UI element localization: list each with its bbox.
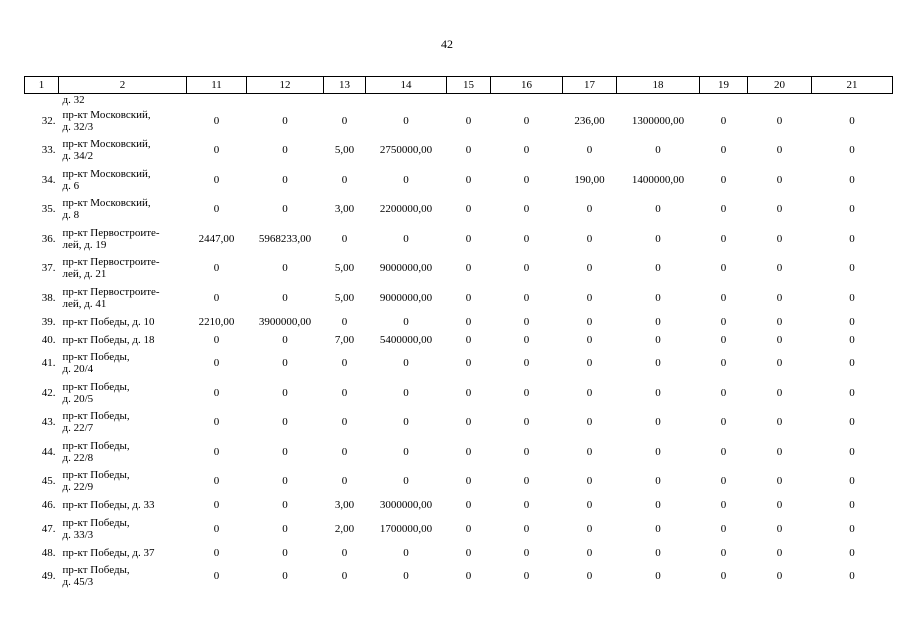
value-cell-20: 0 — [776, 445, 783, 458]
value-cell-18: 0 — [655, 499, 661, 511]
value-cell-11: 0 — [213, 416, 220, 429]
table-row — [25, 283, 893, 313]
row-number-cell: 49. — [41, 570, 56, 583]
value-cell-17: 0 — [586, 357, 593, 370]
value-cell-21: 0 — [849, 357, 855, 370]
value-cell-11: 0 — [213, 499, 220, 511]
value-cell-18: 0 — [655, 416, 661, 429]
continuation-row — [25, 94, 893, 107]
value-cell-11: 2447,00 — [198, 232, 235, 245]
value-cell-19: 0 — [720, 315, 727, 328]
value-cell-21: 0 — [849, 499, 855, 511]
value-cell-14: 5400000,00 — [379, 333, 433, 346]
row-number-cell: 45. — [41, 475, 56, 488]
header-col-15: 15 — [447, 77, 491, 94]
header-col-11: 11 — [187, 77, 247, 94]
value-cell-15: 0 — [465, 144, 472, 157]
value-cell-15: 0 — [465, 386, 472, 399]
value-cell-18: 0 — [655, 570, 661, 583]
value-cell-12: 0 — [282, 114, 288, 127]
address-cell: пр-кт Победы, д. 45/3 — [62, 564, 130, 589]
value-cell-16: 0 — [523, 333, 530, 346]
value-cell-17: 0 — [586, 144, 593, 157]
value-cell-14: 0 — [403, 357, 409, 370]
value-cell-16: 0 — [523, 173, 530, 186]
value-cell-18: 0 — [655, 386, 661, 399]
value-cell-12: 3900000,00 — [258, 315, 312, 328]
address-cell: пр-кт Московский, д. 8 — [62, 197, 151, 222]
address-cell: пр-кт Первостроите- лей, д. 21 — [62, 256, 160, 281]
value-cell-16: 0 — [523, 522, 530, 535]
value-cell-19: 0 — [720, 357, 727, 370]
value-cell-15: 0 — [465, 522, 472, 535]
value-cell-14: 0 — [403, 386, 409, 399]
value-cell-20: 0 — [776, 546, 783, 559]
value-cell-19: 0 — [720, 416, 727, 429]
value-cell-14: 3000000,00 — [379, 499, 433, 511]
address-cell: пр-кт Первостроите- лей, д. 41 — [62, 285, 160, 310]
header-col-18: 18 — [617, 77, 700, 94]
value-cell-17: 0 — [586, 475, 593, 488]
header-col-20: 20 — [748, 77, 812, 94]
value-cell-14: 0 — [403, 475, 409, 488]
value-cell-15: 0 — [465, 333, 472, 346]
address-cell: пр-кт Победы, д. 22/7 — [62, 410, 130, 435]
value-cell-11: 0 — [213, 522, 220, 535]
value-cell-11: 0 — [213, 357, 220, 370]
value-cell-21: 0 — [849, 114, 855, 127]
value-cell-11: 0 — [213, 173, 220, 186]
value-cell-15: 0 — [465, 475, 472, 488]
row-number-cell — [25, 94, 59, 107]
value-cell-17: 0 — [586, 570, 593, 583]
value-cell-16: 0 — [523, 262, 530, 275]
value-cell-13: 0 — [341, 173, 348, 186]
value-cell-20: 0 — [776, 315, 783, 328]
value-cell-18: 0 — [655, 333, 661, 346]
value-cell-16: 0 — [523, 144, 530, 157]
value-cell-13: 0 — [341, 445, 348, 458]
value-cell-17: 0 — [586, 203, 593, 216]
table-row — [25, 467, 893, 497]
table-row — [25, 349, 893, 379]
value-cell-20: 0 — [776, 416, 783, 429]
value-cell-18: 0 — [655, 522, 661, 535]
value-cell-19: 0 — [720, 499, 727, 511]
row-number-cell: 43. — [41, 416, 56, 429]
value-cell-19: 0 — [720, 333, 727, 346]
row-number-cell: 40. — [41, 333, 56, 346]
value-cell-11: 0 — [213, 445, 220, 458]
value-cell-17: 0 — [586, 315, 593, 328]
value-cell-16: 0 — [523, 570, 530, 583]
address-cell: пр-кт Московский, д. 32/3 — [62, 108, 151, 133]
address-cell: пр-кт Московский, д. 6 — [62, 167, 151, 192]
value-cell-16: 0 — [523, 291, 530, 304]
address-cell: пр-кт Победы, д. 22/9 — [62, 469, 130, 494]
value-cell-20: 0 — [776, 333, 783, 346]
value-cell-12: 0 — [282, 416, 288, 429]
address-cell: д. 32 — [62, 94, 85, 106]
value-cell-18: 1400000,00 — [631, 173, 685, 186]
value-cell-12: 0 — [282, 173, 288, 186]
value-cell-17: 0 — [586, 262, 593, 275]
value-cell-13: 5,00 — [334, 144, 355, 157]
header-col-17: 17 — [563, 77, 617, 94]
value-cell-15: 0 — [465, 232, 472, 245]
value-cell-17: 190,00 — [574, 173, 605, 186]
value-cell-13: 3,00 — [334, 203, 355, 216]
value-cell-21: 0 — [849, 203, 855, 216]
value-cell-14: 0 — [403, 315, 409, 328]
value-cell-21: 0 — [849, 315, 855, 328]
table-row — [25, 408, 893, 438]
value-cell-18: 0 — [655, 357, 661, 370]
value-cell-16: 0 — [523, 203, 530, 216]
value-cell-20: 0 — [776, 570, 783, 583]
value-cell-14: 9000000,00 — [379, 291, 433, 304]
value-cell-18: 0 — [655, 232, 661, 245]
value-cell-16: 0 — [523, 386, 530, 399]
value-cell-12: 0 — [282, 291, 288, 304]
value-cell-17: 0 — [586, 546, 593, 559]
row-number-cell: 36. — [41, 232, 56, 245]
value-cell-14: 1700000,00 — [379, 522, 433, 535]
value-cell-21: 0 — [849, 546, 855, 559]
value-cell-11: 0 — [213, 475, 220, 488]
value-cell-17: 0 — [586, 291, 593, 304]
table-row — [25, 437, 893, 467]
value-cell-20: 0 — [776, 144, 783, 157]
value-cell-20: 0 — [776, 475, 783, 488]
value-cell-16: 0 — [523, 416, 530, 429]
value-cell-15: 0 — [465, 114, 472, 127]
value-cell-12: 0 — [282, 445, 288, 458]
value-cell-11: 2210,00 — [198, 315, 235, 328]
value-cell-13: 0 — [341, 570, 348, 583]
value-cell-21: 0 — [849, 386, 855, 399]
value-cell-19: 0 — [720, 445, 727, 458]
value-cell-20: 0 — [776, 291, 783, 304]
table-row — [25, 136, 893, 166]
value-cell-17: 0 — [586, 499, 593, 511]
value-cell-17: 0 — [586, 333, 593, 346]
header-col-2: 2 — [59, 77, 187, 94]
value-cell-11: 0 — [213, 203, 220, 216]
header-col-13: 13 — [324, 77, 366, 94]
value-cell-14: 0 — [403, 546, 409, 559]
address-cell: пр-кт Победы, д. 20/4 — [62, 351, 130, 376]
table-row — [25, 224, 893, 254]
value-cell-18: 0 — [655, 475, 661, 488]
value-cell-12: 0 — [282, 262, 288, 275]
value-cell-21: 0 — [849, 445, 855, 458]
value-cell-21: 0 — [849, 173, 855, 186]
value-cell-21: 0 — [849, 262, 855, 275]
address-cell: пр-кт Победы, д. 33 — [62, 499, 155, 511]
value-cell-12: 0 — [282, 357, 288, 370]
value-cell-20: 0 — [776, 522, 783, 535]
value-cell-20: 0 — [776, 114, 783, 127]
value-cell-11: 0 — [213, 570, 220, 583]
value-cell-14: 2200000,00 — [379, 203, 433, 216]
value-cell-11: 0 — [213, 291, 220, 304]
table-row — [25, 562, 893, 592]
value-cell-19: 0 — [720, 475, 727, 488]
value-cell-21: 0 — [849, 522, 855, 535]
row-number-cell: 39. — [41, 315, 56, 328]
value-cell-18: 0 — [655, 291, 661, 304]
value-cell-21: 0 — [849, 475, 855, 488]
value-cell-15: 0 — [465, 546, 472, 559]
value-cell-12: 0 — [282, 386, 288, 399]
value-cell-12: 0 — [282, 546, 288, 559]
row-number-cell: 35. — [41, 203, 56, 216]
value-cell-21: 0 — [849, 291, 855, 304]
value-cell-13: 0 — [341, 475, 348, 488]
value-cell-12: 0 — [282, 522, 288, 535]
value-cell-16: 0 — [523, 232, 530, 245]
page-number: 42 — [441, 37, 453, 51]
address-cell: пр-кт Победы, д. 20/5 — [62, 380, 130, 405]
value-cell-11: 0 — [213, 262, 220, 275]
header-col-19: 19 — [700, 77, 748, 94]
value-cell-19: 0 — [720, 291, 727, 304]
table-row — [25, 106, 893, 136]
value-cell-17: 236,00 — [574, 114, 605, 127]
table-row — [25, 165, 893, 195]
value-cell-12: 0 — [282, 144, 288, 157]
value-cell-20: 0 — [776, 232, 783, 245]
value-cell-17: 0 — [586, 416, 593, 429]
header-col-1: 1 — [25, 77, 59, 94]
value-cell-14: 0 — [403, 445, 409, 458]
value-cell-13: 0 — [341, 416, 348, 429]
table-row — [25, 195, 893, 225]
table-row — [25, 496, 893, 514]
value-cell-18: 0 — [655, 546, 661, 559]
value-cell-13: 5,00 — [334, 262, 355, 275]
value-cell-16: 0 — [523, 357, 530, 370]
value-cell-21: 0 — [849, 232, 855, 245]
value-cell-15: 0 — [465, 291, 472, 304]
address-cell: пр-кт Победы, д. 37 — [62, 546, 155, 559]
value-cell-16: 0 — [523, 445, 530, 458]
table-row — [25, 254, 893, 284]
value-cell-19: 0 — [720, 114, 727, 127]
row-number-cell: 32. — [41, 114, 56, 127]
address-cell: пр-кт Победы, д. 18 — [62, 333, 155, 346]
value-cell-15: 0 — [465, 445, 472, 458]
value-cell-11: 0 — [213, 144, 220, 157]
row-number-cell: 37. — [41, 262, 56, 275]
value-cell-13: 0 — [341, 357, 348, 370]
value-cell-16: 0 — [523, 499, 530, 511]
value-cell-20: 0 — [776, 262, 783, 275]
value-cell-20: 0 — [776, 203, 783, 216]
value-cell-19: 0 — [720, 386, 727, 399]
value-cell-18: 1300000,00 — [631, 114, 685, 127]
value-cell-14: 0 — [403, 570, 409, 583]
row-number-cell: 38. — [41, 291, 56, 304]
value-cell-18: 0 — [655, 203, 661, 216]
value-cell-16: 0 — [523, 114, 530, 127]
value-cell-15: 0 — [465, 315, 472, 328]
value-cell-21: 0 — [849, 333, 855, 346]
value-cell-12: 0 — [282, 475, 288, 488]
value-cell-12: 0 — [282, 333, 288, 346]
value-cell-11: 0 — [213, 333, 220, 346]
header-col-21: 21 — [812, 77, 893, 94]
row-number-cell: 48. — [41, 546, 56, 559]
value-cell-12: 0 — [282, 570, 288, 583]
value-cell-15: 0 — [465, 499, 472, 511]
table-row — [25, 378, 893, 408]
table-row — [25, 544, 893, 562]
value-cell-19: 0 — [720, 570, 727, 583]
value-cell-17: 0 — [586, 232, 593, 245]
address-cell: пр-кт Победы, д. 33/3 — [62, 516, 130, 541]
row-number-cell: 41. — [41, 357, 56, 370]
value-cell-20: 0 — [776, 173, 783, 186]
row-number-cell: 42. — [41, 386, 56, 399]
value-cell-13: 0 — [341, 386, 348, 399]
address-cell: пр-кт Победы, д. 10 — [62, 315, 155, 328]
value-cell-12: 0 — [282, 203, 288, 216]
row-number-cell: 33. — [41, 144, 56, 157]
value-cell-14: 0 — [403, 173, 409, 186]
address-cell: пр-кт Московский, д. 34/2 — [62, 138, 151, 163]
value-cell-13: 7,00 — [334, 333, 355, 346]
row-number-cell: 47. — [41, 522, 56, 535]
value-cell-20: 0 — [776, 386, 783, 399]
value-cell-19: 0 — [720, 232, 727, 245]
value-cell-18: 0 — [655, 315, 661, 328]
table-row — [25, 313, 893, 331]
value-cell-11: 0 — [213, 546, 220, 559]
value-cell-21: 0 — [849, 144, 855, 157]
value-cell-20: 0 — [776, 499, 783, 511]
value-cell-20: 0 — [776, 357, 783, 370]
row-number-cell: 34. — [41, 173, 56, 186]
value-cell-16: 0 — [523, 546, 530, 559]
value-cell-17: 0 — [586, 445, 593, 458]
value-cell-17: 0 — [586, 386, 593, 399]
header-col-14: 14 — [366, 77, 447, 94]
value-cell-13: 0 — [341, 114, 348, 127]
value-cell-15: 0 — [465, 357, 472, 370]
header-col-12: 12 — [247, 77, 324, 94]
value-cell-18: 0 — [655, 144, 661, 157]
value-cell-21: 0 — [849, 570, 855, 583]
value-cell-12: 5968233,00 — [258, 232, 312, 245]
value-cell-13: 2,00 — [334, 522, 355, 535]
value-cell-13: 3,00 — [334, 499, 355, 511]
value-cell-13: 5,00 — [334, 291, 355, 304]
value-cell-11: 0 — [213, 114, 220, 127]
value-cell-15: 0 — [465, 173, 472, 186]
value-cell-13: 0 — [341, 315, 348, 328]
value-cell-14: 9000000,00 — [379, 262, 433, 275]
header-col-16: 16 — [491, 77, 563, 94]
value-cell-11: 0 — [213, 386, 220, 399]
value-cell-15: 0 — [465, 203, 472, 216]
value-cell-14: 0 — [403, 114, 409, 127]
value-cell-15: 0 — [465, 570, 472, 583]
value-cell-19: 0 — [720, 173, 727, 186]
value-cell-17: 0 — [586, 522, 593, 535]
value-cell-14: 0 — [403, 416, 409, 429]
header-row — [25, 77, 893, 94]
value-cell-15: 0 — [465, 416, 472, 429]
value-cell-15: 0 — [465, 262, 472, 275]
row-number-cell: 44. — [41, 445, 56, 458]
value-cell-14: 0 — [403, 232, 409, 245]
table-row — [25, 331, 893, 349]
value-cell-19: 0 — [720, 203, 727, 216]
row-number-cell: 46. — [41, 499, 56, 511]
value-cell-19: 0 — [720, 546, 727, 559]
value-cell-12: 0 — [282, 499, 288, 511]
address-cell: пр-кт Победы, д. 22/8 — [62, 439, 130, 464]
value-cell-21: 0 — [849, 416, 855, 429]
address-cell: пр-кт Первостроите- лей, д. 19 — [62, 226, 160, 251]
value-cell-19: 0 — [720, 522, 727, 535]
table-row — [25, 514, 893, 544]
value-cell-19: 0 — [720, 144, 727, 157]
value-cell-18: 0 — [655, 445, 661, 458]
data-table — [24, 76, 893, 591]
value-cell-13: 0 — [341, 546, 348, 559]
value-cell-16: 0 — [523, 475, 530, 488]
value-cell-14: 2750000,00 — [379, 144, 433, 157]
value-cell-18: 0 — [655, 262, 661, 275]
value-cell-13: 0 — [341, 232, 348, 245]
value-cell-19: 0 — [720, 262, 727, 275]
value-cell-16: 0 — [523, 315, 530, 328]
